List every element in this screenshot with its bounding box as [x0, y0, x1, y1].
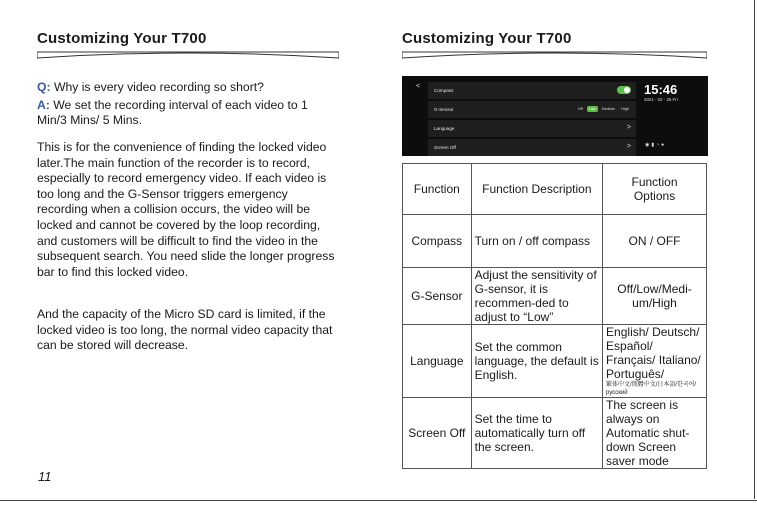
right-title-rule [402, 50, 707, 62]
table-header-row [403, 164, 707, 215]
page-number: 11 [38, 469, 52, 484]
left-page-title: Customizing Your T700 [37, 30, 207, 47]
gsensor-option-low[interactable]: Low [588, 107, 596, 111]
setting-label: Screen Off [434, 145, 456, 150]
answer-line [37, 98, 337, 113]
cell-description: Set the common language, the default is English. [471, 325, 602, 398]
left-title-rule [37, 50, 339, 62]
wifi-icon: ◔ [656, 142, 662, 148]
function-table [402, 163, 707, 469]
cell-description: Adjust the sensitivity of G-sensor, it is recommen-ded to adjust to “Low” [471, 268, 602, 325]
paragraph-2: And the capacity of the Micro SD card is limited, if the locked video is too long, the normal video capacity that can be stored will decrease. [37, 307, 333, 353]
setting-row-compass[interactable] [428, 82, 636, 99]
gsensor-option-off[interactable]: Off [577, 107, 583, 111]
cell-options: ON / OFF [603, 215, 707, 268]
cell-function: G-Sensor [403, 268, 472, 325]
gsensor-options [576, 106, 631, 112]
header-options: Function Options [603, 164, 707, 215]
compass-toggle[interactable] [617, 86, 631, 94]
table-row [403, 268, 707, 325]
table-row [403, 215, 707, 268]
chevron-right-icon: > [626, 124, 631, 131]
table-row [403, 325, 707, 398]
cell-options: The screen is always on Automatic shut-down Screen saver mode [603, 398, 707, 469]
setting-row-screen-off[interactable] [428, 139, 636, 156]
gps-icon: ◉ [645, 142, 652, 148]
page-right-edge [754, 0, 755, 499]
page-bottom-rule [0, 500, 757, 501]
cell-function: Compass [403, 215, 472, 268]
right-page-title: Customizing Your T700 [402, 30, 572, 47]
setting-row-language[interactable] [428, 120, 636, 137]
back-chevron-icon[interactable]: < [416, 83, 421, 90]
header-function: Function [403, 164, 472, 215]
question-label: Q: [37, 80, 51, 94]
cell-function: Language [403, 325, 472, 398]
language-options-main: English/ Deutsch/ Español/ Français/ Italiano/ Português/ [606, 325, 701, 381]
chevron-right-icon: > [626, 143, 631, 150]
setting-label: G-Sensor [434, 107, 454, 112]
gsensor-option-high[interactable]: High [621, 107, 629, 111]
question-text: Why is every video recording so short? [53, 80, 264, 94]
setting-row-gsensor[interactable] [428, 101, 636, 118]
table-row [403, 398, 707, 469]
setting-label: Compass [434, 88, 454, 93]
clock-time: 15:46 [644, 82, 678, 97]
record-icon: ● [661, 142, 667, 148]
status-icons [645, 142, 666, 148]
answer-label: A: [37, 98, 50, 112]
gsensor-option-medium[interactable]: Medium [601, 107, 616, 111]
device-screen [402, 76, 708, 156]
language-options-small: 繁体中文/簡體中文/日本語/한국어/русский [606, 382, 697, 396]
cell-function: Screen Off [403, 398, 472, 469]
cell-description: Set the time to automatically turn off the screen. [471, 398, 602, 469]
answer-text-1: We set the recording interval of each video to 1 [53, 98, 308, 112]
clock-date: 2021 · 02 · 25 Fri [644, 97, 678, 102]
setting-label: Language [434, 126, 455, 131]
paragraph-1: This is for the convenience of finding the locked video later.The main function of the recorder is to record, especially to record emergency video. If each video is too long and the G-Sensor triggers emergency recording when a collision occurs, the video will be locked and cannot be covered by the loop recording, and customers will be difficult to find the video in the subsequent search. You need slide the longer progress bar to find this locked video. [37, 140, 335, 279]
cell-description: Turn on / off compass [471, 215, 602, 268]
cell-options [603, 325, 707, 398]
header-description: Function Description [471, 164, 602, 215]
cell-options: Off/Low/Medi-um/High [603, 268, 707, 325]
question-line [37, 80, 337, 95]
settings-panel [428, 82, 636, 154]
answer-text-2: Min/3 Mins/ 5 Mins. [37, 113, 142, 127]
sd-card-icon: ▮ [651, 142, 657, 148]
